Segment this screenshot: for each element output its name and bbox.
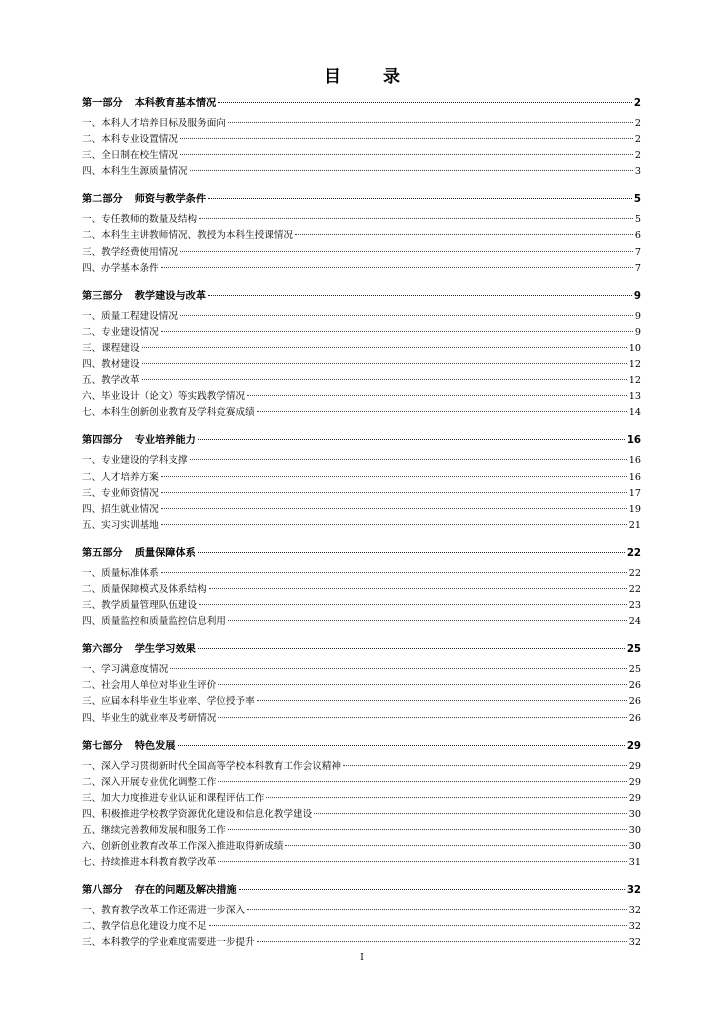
dot-leader [218, 717, 626, 718]
toc-entry[interactable] [82, 807, 641, 823]
toc-entry-label: 二、质量保障模式及体系结构 [82, 583, 207, 595]
dot-leader [180, 138, 633, 139]
toc-entry-label: 五、实习实训基地 [82, 519, 159, 531]
dot-leader [257, 411, 627, 412]
toc-entry-label: 一、专业建设的学科支撑 [82, 455, 188, 467]
toc-entry-label: 四、积极推进学校教学资源优化建设和信息化教学建设 [82, 808, 313, 820]
toc-entry-page-number: 30 [628, 808, 641, 820]
dot-leader [190, 170, 633, 171]
dot-leader [198, 439, 625, 440]
toc-entry-label: 二、专业建设情况 [82, 326, 159, 338]
toc-entry-page-number: 9 [634, 326, 641, 338]
toc-entry[interactable] [82, 261, 641, 277]
toc-entry[interactable] [82, 405, 641, 421]
dot-leader [209, 925, 627, 926]
toc-entry[interactable] [82, 614, 641, 630]
toc-entry-page-number: 2 [634, 150, 641, 162]
toc-entry-label: 一、深入学习贯彻新时代全国高等学校本科教育工作会议精神 [82, 760, 342, 772]
toc-entry-label: 二、本科生主讲教师情况、教授为本科生授课情况 [82, 230, 294, 242]
toc-entry[interactable] [82, 470, 641, 486]
dot-leader [142, 347, 627, 348]
dot-leader [257, 700, 627, 701]
dot-leader [161, 508, 627, 509]
dot-leader [218, 102, 632, 103]
toc-entry-label: 四、本科生生源质量情况 [82, 166, 188, 178]
toc-section-heading[interactable] [82, 641, 641, 662]
toc-entry[interactable] [82, 566, 641, 582]
toc-entry-page-number: 12 [628, 359, 641, 371]
toc-entry-label: 二、深入开展专业优化调整工作 [82, 776, 217, 788]
section-page-number: 9 [633, 290, 641, 302]
section-title: 存在的问题及解决措施 [134, 885, 237, 897]
toc-entry[interactable] [82, 839, 641, 855]
toc-section [82, 95, 641, 180]
toc-entry[interactable] [82, 823, 641, 839]
toc-entry-page-number: 12 [628, 375, 641, 387]
section-number: 第三部分 [82, 290, 123, 302]
toc-entry[interactable] [82, 389, 641, 405]
toc-entry-page-number: 2 [634, 118, 641, 129]
toc-section-heading[interactable] [82, 432, 641, 453]
toc-entry-label: 六、创新创业教育改革工作深入推进取得新成绩 [82, 841, 284, 853]
toc-entry-label: 七、持续推进本科教育教学改革 [82, 857, 217, 869]
toc-entry[interactable] [82, 212, 641, 228]
toc-entry[interactable] [82, 919, 641, 935]
section-title: 专业培养能力 [134, 435, 196, 447]
dot-leader [142, 363, 627, 364]
dot-leader [161, 492, 627, 493]
toc-entry-label: 三、教学经费使用情况 [82, 246, 178, 258]
dot-leader [257, 941, 627, 942]
toc-section [82, 545, 641, 630]
section-title: 教学建设与改革 [134, 290, 207, 302]
dot-leader [161, 524, 627, 525]
toc-entry[interactable] [82, 132, 641, 148]
toc-entry-label: 四、毕业生的就业率及考研情况 [82, 712, 217, 724]
toc-section-heading[interactable] [82, 738, 641, 759]
toc-entry-label: 六、毕业设计（论文）等实践教学情况 [82, 391, 246, 403]
toc-entry-page-number: 14 [628, 407, 641, 419]
section-number: 第八部分 [82, 885, 123, 897]
toc-entry-page-number: 5 [634, 214, 641, 226]
section-number: 第四部分 [82, 435, 123, 447]
toc-entry-label: 四、办学基本条件 [82, 262, 159, 274]
toc-entry[interactable] [82, 341, 641, 357]
dot-leader [161, 476, 627, 477]
dot-leader [218, 861, 626, 862]
section-title: 质量保障体系 [134, 547, 196, 559]
toc-entry[interactable] [82, 759, 641, 775]
toc-entry-page-number: 2 [634, 134, 641, 146]
toc-entry-page-number: 29 [628, 776, 641, 788]
toc-entry[interactable] [82, 357, 641, 373]
dot-leader [266, 797, 627, 798]
toc-entry-page-number: 23 [628, 600, 641, 612]
section-page-number: 22 [626, 547, 641, 559]
section-number: 第六部分 [82, 644, 123, 656]
section-number: 第五部分 [82, 547, 123, 559]
section-page-number: 25 [626, 644, 641, 656]
toc-entry-page-number: 22 [628, 583, 641, 595]
dot-leader [178, 745, 625, 746]
section-title: 特色发展 [134, 740, 176, 752]
table-of-contents [82, 95, 641, 952]
section-title: 学生学习效果 [134, 644, 196, 656]
toc-entry-label: 三、本科教学的学业难度需要进一步提升 [82, 937, 255, 949]
dot-leader [228, 122, 633, 123]
toc-entry-page-number: 22 [628, 567, 641, 579]
toc-entry[interactable] [82, 325, 641, 341]
toc-entry-label: 一、质量工程建设情况 [82, 310, 178, 322]
toc-entry-page-number: 10 [628, 342, 641, 354]
toc-entry-label: 五、教学改革 [82, 375, 140, 387]
toc-entry[interactable] [82, 148, 641, 164]
dot-leader [314, 813, 627, 814]
dot-leader [170, 668, 626, 669]
toc-entry-page-number: 7 [634, 262, 641, 274]
toc-section [82, 882, 641, 951]
toc-entry-page-number: 24 [628, 616, 641, 628]
dot-leader [285, 845, 626, 846]
toc-entry[interactable] [82, 582, 641, 598]
toc-entry-label: 三、应届本科毕业生毕业率、学位授予率 [82, 696, 255, 708]
dot-leader [199, 218, 633, 219]
toc-entry-page-number: 13 [628, 391, 641, 403]
dot-leader [228, 620, 627, 621]
dot-leader [198, 648, 625, 649]
toc-entry-page-number: 16 [628, 471, 641, 483]
toc-entry-label: 一、教育教学改革工作还需进一步深入 [82, 905, 246, 917]
toc-section-heading[interactable] [82, 95, 641, 116]
section-number: 第二部分 [82, 194, 123, 206]
toc-section-heading[interactable] [82, 545, 641, 566]
toc-entry-label: 一、本科人才培养目标及服务面向 [82, 118, 226, 129]
page-title: 目 录 [324, 67, 418, 87]
section-page-number: 29 [626, 740, 641, 752]
toc-entry-page-number: 16 [628, 455, 641, 467]
section-number: 第七部分 [82, 740, 123, 752]
toc-section-heading[interactable] [82, 882, 641, 903]
dot-leader [198, 552, 625, 553]
toc-entry-page-number: 29 [628, 760, 641, 772]
toc-entry-label: 三、加大力度推进专业认证和课程评估工作 [82, 792, 265, 804]
dot-leader [199, 604, 627, 605]
toc-entry-page-number: 32 [628, 905, 641, 917]
section-page-number: 5 [633, 194, 641, 206]
toc-entry[interactable] [82, 711, 641, 727]
toc-entry-label: 二、人才培养方案 [82, 471, 159, 483]
dot-leader [142, 379, 627, 380]
toc-entry[interactable] [82, 678, 641, 694]
section-number: 第一部分 [82, 98, 123, 109]
page-number-footer: I [360, 953, 364, 963]
section-title: 师资与教学条件 [134, 194, 207, 206]
toc-entry[interactable] [82, 518, 641, 534]
toc-entry-label: 一、学习满意度情况 [82, 664, 169, 676]
toc-entry-page-number: 26 [628, 680, 641, 692]
toc-entry-page-number: 3 [634, 166, 641, 178]
toc-entry-label: 二、社会用人单位对毕业生评价 [82, 680, 217, 692]
toc-entry-label: 四、教材建设 [82, 359, 140, 371]
toc-entry-page-number: 32 [628, 937, 641, 949]
toc-entry[interactable] [82, 453, 641, 469]
dot-leader [208, 198, 632, 199]
toc-entry[interactable] [82, 228, 641, 244]
toc-entry-label: 一、质量标准体系 [82, 567, 159, 579]
toc-entry-label: 三、教学质量管理队伍建设 [82, 600, 198, 612]
dot-leader [161, 331, 633, 332]
dot-leader [247, 909, 627, 910]
toc-entry-label: 二、教学信息化建设力度不足 [82, 921, 207, 933]
toc-entry-page-number: 30 [628, 825, 641, 836]
dot-leader [247, 395, 627, 396]
toc-entry[interactable] [82, 791, 641, 807]
section-title: 本科教育基本情况 [134, 98, 217, 109]
toc-entry[interactable] [82, 694, 641, 710]
toc-entry[interactable] [82, 502, 641, 518]
section-page-number: 32 [626, 885, 641, 897]
dot-leader [161, 267, 633, 268]
dot-leader [208, 295, 632, 296]
toc-entry-label: 三、专业师资情况 [82, 487, 159, 499]
toc-entry-label: 四、质量监控和质量监控信息利用 [82, 616, 226, 628]
toc-entry-page-number: 29 [628, 792, 641, 804]
toc-section [82, 641, 641, 726]
toc-section [82, 191, 641, 276]
toc-entry[interactable] [82, 245, 641, 261]
dot-leader [295, 234, 633, 235]
dot-leader [180, 315, 633, 316]
toc-entry-page-number: 32 [628, 921, 641, 933]
toc-entry[interactable] [82, 935, 641, 951]
toc-section [82, 432, 641, 533]
toc-entry-page-number: 19 [628, 503, 641, 515]
toc-entry-label: 三、课程建设 [82, 342, 140, 354]
dot-leader [239, 889, 625, 890]
toc-entry-page-number: 25 [628, 664, 641, 676]
toc-entry[interactable] [82, 309, 641, 325]
toc-entry-page-number: 31 [628, 857, 641, 869]
toc-section [82, 288, 641, 422]
toc-entry[interactable] [82, 775, 641, 791]
toc-section-heading[interactable] [82, 288, 641, 309]
toc-entry[interactable] [82, 598, 641, 614]
toc-entry-page-number: 21 [628, 519, 641, 531]
toc-entry[interactable] [82, 855, 641, 871]
toc-entry-label: 七、本科生创新创业教育及学科竞赛成绩 [82, 407, 255, 419]
toc-entry-label: 三、全日制在校生情况 [82, 150, 178, 162]
dot-leader [180, 251, 633, 252]
dot-leader [218, 684, 626, 685]
toc-entry[interactable] [82, 903, 641, 919]
toc-entry-page-number: 17 [628, 487, 641, 499]
toc-entry-page-number: 26 [628, 696, 641, 708]
toc-entry-page-number: 6 [634, 230, 641, 242]
toc-section-heading[interactable] [82, 191, 641, 212]
dot-leader [190, 459, 627, 460]
section-page-number: 2 [633, 98, 641, 109]
toc-entry-page-number: 30 [628, 841, 641, 853]
dot-leader [343, 765, 627, 766]
toc-entry-page-number: 7 [634, 246, 641, 258]
toc-section [82, 738, 641, 872]
dot-leader [180, 154, 633, 155]
toc-entry-page-number: 26 [628, 712, 641, 724]
dot-leader [228, 829, 627, 830]
toc-entry[interactable] [82, 373, 641, 389]
toc-entry-label: 一、专任教师的数量及结构 [82, 214, 198, 226]
toc-entry-label: 五、继续完善教师发展和服务工作 [82, 825, 226, 836]
toc-entry[interactable] [82, 662, 641, 678]
dot-leader [161, 572, 627, 573]
dot-leader [209, 588, 627, 589]
toc-entry-page-number: 9 [634, 310, 641, 322]
toc-entry[interactable] [82, 164, 641, 180]
toc-entry[interactable] [82, 486, 641, 502]
dot-leader [218, 781, 626, 782]
toc-entry-label: 二、本科专业设置情况 [82, 134, 178, 146]
toc-entry[interactable] [82, 116, 641, 132]
section-page-number: 16 [626, 435, 641, 447]
toc-entry-label: 四、招生就业情况 [82, 503, 159, 515]
